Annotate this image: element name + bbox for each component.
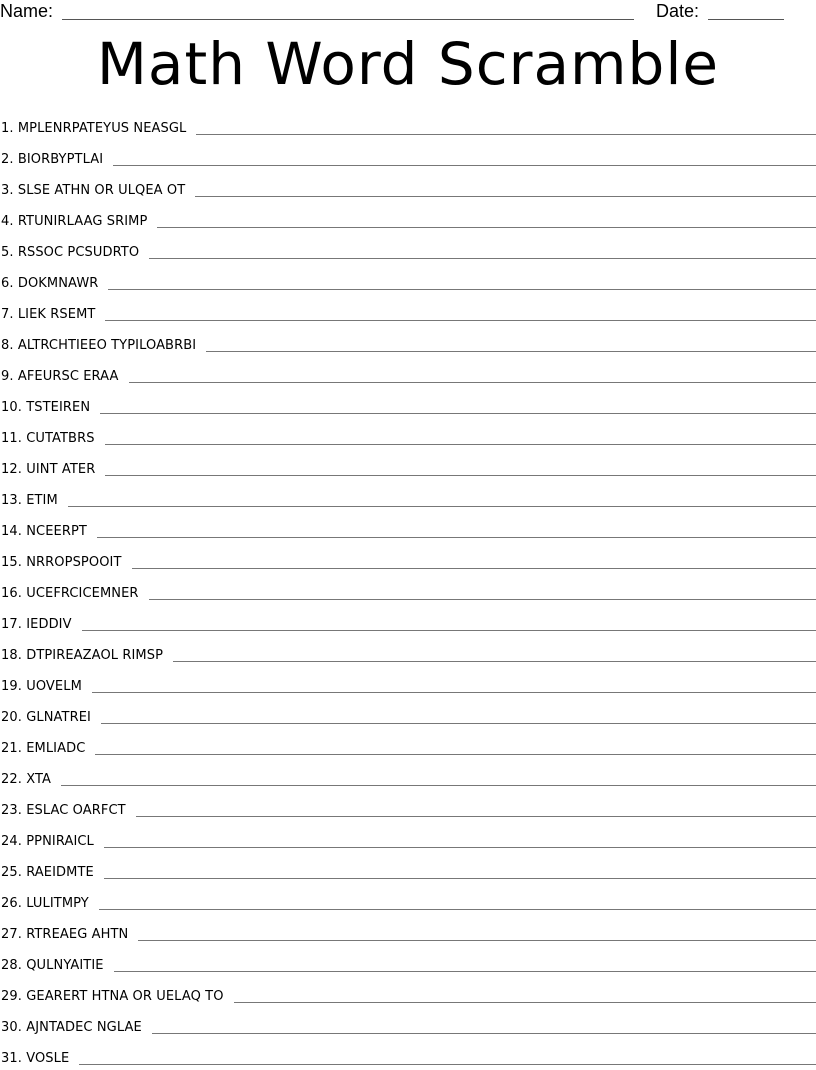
scrambled-word: 21. EMLIADC <box>0 741 95 757</box>
answer-line[interactable] <box>234 1002 816 1003</box>
scrambled-word: 2. BIORBYPTLAI <box>0 152 113 168</box>
list-item <box>0 729 816 760</box>
answer-line[interactable] <box>149 599 816 600</box>
list-item <box>0 822 816 853</box>
list-item <box>0 977 816 1008</box>
scrambled-word: 22. XTA <box>0 772 61 788</box>
answer-line[interactable] <box>101 723 816 724</box>
scrambled-word: 5. RSSOC PCSUDRTO <box>0 245 149 261</box>
scrambled-word: 13. ETIM <box>0 493 68 509</box>
scrambled-word: 15. NRROPSPOOIT <box>0 555 132 571</box>
list-item <box>0 1039 816 1070</box>
list-item <box>0 326 816 357</box>
list-item <box>0 636 816 667</box>
scrambled-word: 6. DOKMNAWR <box>0 276 108 292</box>
list-item <box>0 481 816 512</box>
scrambled-word: 24. PPNIRAICL <box>0 834 104 850</box>
list-item <box>0 698 816 729</box>
answer-line[interactable] <box>95 754 816 755</box>
scrambled-word: 9. AFEURSC ERAA <box>0 369 129 385</box>
list-item <box>0 450 816 481</box>
list-item <box>0 667 816 698</box>
scrambled-word: 1. MPLENRPATEYUS NEASGL <box>0 121 196 137</box>
scrambled-word: 31. VOSLE <box>0 1051 79 1067</box>
page-title: Math Word Scramble <box>0 28 816 100</box>
answer-line[interactable] <box>152 1033 816 1034</box>
scrambled-word: 14. NCEERPT <box>0 524 97 540</box>
list-item <box>0 512 816 543</box>
answer-line[interactable] <box>105 475 816 476</box>
answer-line[interactable] <box>108 289 816 290</box>
answer-line[interactable] <box>149 258 816 259</box>
scrambled-word: 23. ESLAC OARFCT <box>0 803 136 819</box>
scrambled-word: 25. RAEIDMTE <box>0 865 104 881</box>
list-item <box>0 1008 816 1039</box>
scrambled-word: 4. RTUNIRLAAG SRIMP <box>0 214 157 230</box>
list-item <box>0 388 816 419</box>
scrambled-word: 29. GEARERT HTNA OR UELAQ TO <box>0 989 234 1005</box>
scrambled-word: 10. TSTEIREN <box>0 400 100 416</box>
answer-line[interactable] <box>132 568 816 569</box>
scrambled-word: 7. LIEK RSEMT <box>0 307 105 323</box>
answer-line[interactable] <box>104 847 816 848</box>
answer-line[interactable] <box>105 320 816 321</box>
answer-line[interactable] <box>79 1064 816 1065</box>
answer-line[interactable] <box>195 196 816 197</box>
answer-line[interactable] <box>114 971 816 972</box>
answer-line[interactable] <box>196 134 816 135</box>
list-item <box>0 233 816 264</box>
answer-line[interactable] <box>99 909 816 910</box>
word-list <box>0 109 816 1070</box>
list-item <box>0 884 816 915</box>
list-item <box>0 357 816 388</box>
list-item <box>0 171 816 202</box>
scrambled-word: 3. SLSE ATHN OR ULQEA OT <box>0 183 195 199</box>
list-item <box>0 109 816 140</box>
scrambled-word: 12. UINT ATER <box>0 462 105 478</box>
list-item <box>0 915 816 946</box>
name-field[interactable] <box>62 19 634 20</box>
answer-line[interactable] <box>82 630 816 631</box>
name-label: Name: <box>0 0 53 22</box>
answer-line[interactable] <box>68 506 816 507</box>
scrambled-word: 17. IEDDIV <box>0 617 82 633</box>
list-item <box>0 264 816 295</box>
scrambled-word: 26. LULITMPY <box>0 896 99 912</box>
list-item <box>0 202 816 233</box>
list-item <box>0 791 816 822</box>
scrambled-word: 16. UCEFRCICEMNER <box>0 586 149 602</box>
answer-line[interactable] <box>138 940 816 941</box>
header <box>0 0 816 24</box>
list-item <box>0 760 816 791</box>
answer-line[interactable] <box>97 537 816 538</box>
list-item <box>0 295 816 326</box>
answer-line[interactable] <box>157 227 816 228</box>
answer-line[interactable] <box>100 413 816 414</box>
answer-line[interactable] <box>61 785 816 786</box>
list-item <box>0 946 816 977</box>
scrambled-word: 11. CUTATBRS <box>0 431 105 447</box>
list-item <box>0 605 816 636</box>
answer-line[interactable] <box>206 351 816 352</box>
scrambled-word: 28. QULNYAITIE <box>0 958 114 974</box>
answer-line[interactable] <box>105 444 816 445</box>
scrambled-word: 20. GLNATREI <box>0 710 101 726</box>
scrambled-word: 8. ALTRCHTIEEO TYPILOABRBI <box>0 338 206 354</box>
answer-line[interactable] <box>104 878 816 879</box>
scrambled-word: 30. AJNTADEC NGLAE <box>0 1020 152 1036</box>
scrambled-word: 18. DTPIREAZAOL RIMSP <box>0 648 173 664</box>
scrambled-word: 27. RTREAEG AHTN <box>0 927 138 943</box>
answer-line[interactable] <box>136 816 816 817</box>
list-item <box>0 853 816 884</box>
date-label: Date: <box>656 0 699 22</box>
answer-line[interactable] <box>113 165 816 166</box>
list-item <box>0 140 816 171</box>
list-item <box>0 574 816 605</box>
list-item <box>0 419 816 450</box>
scrambled-word: 19. UOVELM <box>0 679 92 695</box>
answer-line[interactable] <box>173 661 816 662</box>
date-field[interactable] <box>708 19 784 20</box>
answer-line[interactable] <box>92 692 816 693</box>
answer-line[interactable] <box>129 382 816 383</box>
list-item <box>0 543 816 574</box>
